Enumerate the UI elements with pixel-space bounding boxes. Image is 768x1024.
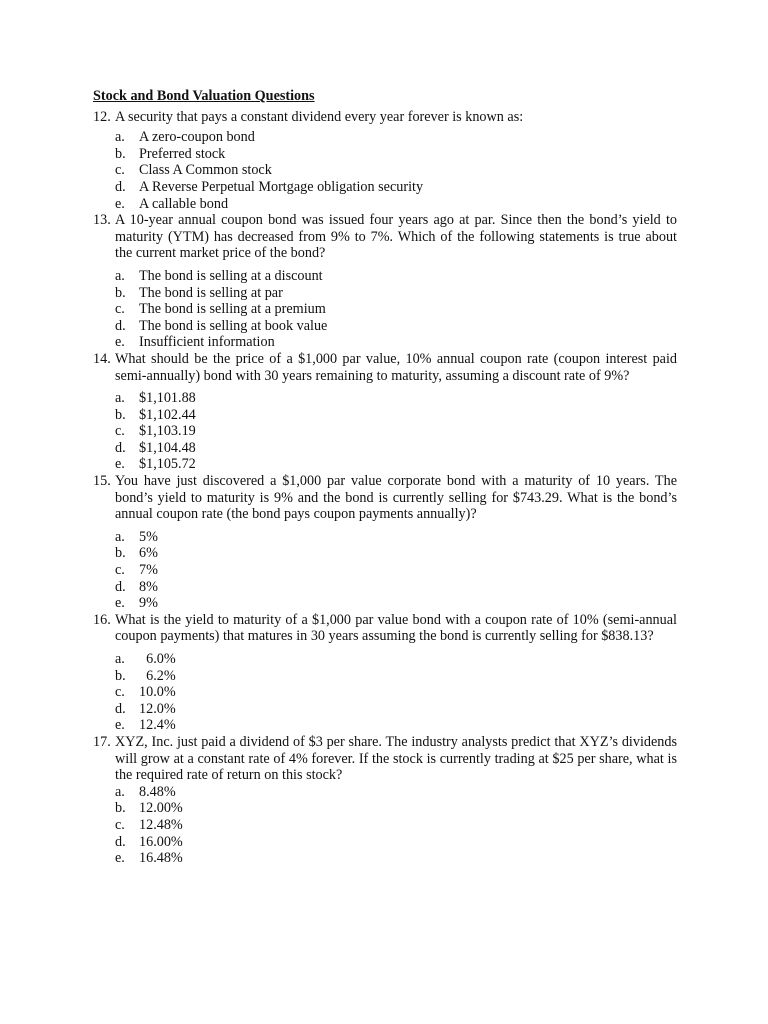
answer-option [115,129,677,146]
option-letter: d. [115,439,126,456]
option-letter: e. [115,195,125,212]
document-page [93,88,677,867]
option-text: 8% [139,578,158,595]
option-letter: d. [115,317,126,334]
document-title: Stock and Bond Valuation Questions [93,88,315,104]
answer-option [115,301,677,318]
option-letter: d. [115,833,126,850]
option-letter: a. [115,129,125,146]
question-stem [93,734,677,784]
option-letter: e. [115,595,125,612]
question-15 [93,473,677,612]
option-text: The bond is selling at a discount [139,267,323,284]
option-text: 5% [139,528,158,545]
question-14 [93,351,677,473]
option-text: 7% [139,562,158,579]
option-letter: b. [115,406,126,423]
answer-option [115,423,677,440]
answer-option [115,162,677,179]
option-text: 8.48% [139,783,176,800]
option-letter: c. [115,684,125,701]
option-text: 12.4% [139,717,176,734]
answer-option [115,318,677,335]
question-text: XYZ, Inc. just paid a dividend of $3 per share. The industry analysts predict that XYZ’s dividends will grow at a constant rate of 4% forever. If the stock is currently trading at $25 per share, what is the required rate of return on this stock? [115,733,677,784]
answer-options [93,390,677,473]
answer-option [115,196,677,213]
option-letter: e. [115,456,125,473]
answer-option [115,268,677,285]
option-letter: d. [115,178,126,195]
answer-option [115,390,677,407]
option-text: Class A Common stock [139,162,272,179]
option-text: $1,103.19 [139,423,196,440]
option-text: 16.48% [139,850,183,867]
question-stem [93,612,677,645]
option-text: A Reverse Perpetual Mortgage obligation security [139,178,424,195]
answer-options [93,268,677,351]
question-16 [93,612,677,734]
question-12 [93,109,677,213]
answer-option [115,850,677,867]
answer-option [115,285,677,302]
option-text: $1,104.48 [139,439,196,456]
option-text: $1,101.88 [139,390,196,407]
answer-option [115,784,677,801]
option-letter: c. [115,816,125,833]
option-text: 10.0% [139,684,176,701]
answer-option [115,668,677,685]
question-text: You have just discovered a $1,000 par value corporate bond with a maturity of 10 years. The bond’s yield to maturity is 9% and the bond is currently selling for $743.29. What is the bond’s annual coupon rate (the bond pays coupon payments annually)? [115,473,677,523]
answer-option [115,701,677,718]
option-text: 6.0% [139,651,176,667]
option-letter: c. [115,162,125,179]
option-text: The bond is selling at par [139,284,283,301]
question-17 [93,734,677,867]
question-stem [93,109,677,126]
option-text: 12.00% [139,800,183,817]
option-letter: a. [115,267,125,284]
question-text: A 10-year annual coupon bond was issued four years ago at par. Since then the bond’s yield to maturity (YTM) has decreased from 9% to 7%. Which of the following statements is true about the current market price of the bond? [115,212,677,262]
option-letter: d. [115,578,126,595]
option-letter: b. [115,145,126,162]
answer-option [115,529,677,546]
answer-option [115,334,677,351]
question-stem [93,473,677,523]
question-number: 13. [93,212,111,229]
option-text: 12.48% [139,816,183,833]
option-letter: a. [115,390,125,407]
answer-option [115,456,677,473]
answer-option [115,579,677,596]
option-text: 6% [139,545,158,562]
question-text: What should be the price of a $1,000 par value, 10% annual coupon rate (coupon interest paid semi-annually) bond with 30 years remaining to maturity, assuming a discount rate of 9%? [115,350,677,384]
option-letter: c. [115,423,125,440]
question-number: 12. [93,108,111,125]
answer-option [115,595,677,612]
option-text: 16.00% [139,833,183,850]
answer-option [115,651,677,668]
option-text: The bond is selling at book value [139,317,328,334]
option-letter: e. [115,850,125,867]
question-number: 17. [93,733,111,750]
option-letter: b. [115,545,126,562]
option-letter: a. [115,783,125,800]
question-number: 16. [93,611,111,628]
answer-options [93,129,677,212]
answer-option [115,817,677,834]
option-letter: c. [115,562,125,579]
option-text: A zero-coupon bond [139,129,255,146]
answer-option [115,684,677,701]
question-number: 14. [93,350,111,367]
answer-option [115,146,677,163]
option-letter: c. [115,301,125,318]
option-letter: b. [115,284,126,301]
option-letter: e. [115,717,125,734]
answer-option [115,800,677,817]
option-text: A callable bond [139,195,229,212]
answer-options [93,784,677,867]
answer-options [93,651,677,734]
option-text: The bond is selling at a premium [139,301,326,318]
option-text: Insufficient information [139,334,275,351]
option-text: 12.0% [139,700,176,717]
answer-options [93,529,677,612]
option-letter: d. [115,700,126,717]
option-text: 9% [139,595,158,612]
answer-option [115,179,677,196]
question-number: 15. [93,473,111,490]
question-text: A security that pays a constant dividend every year forever is known as: [115,108,524,125]
answer-option [115,834,677,851]
answer-option [115,717,677,734]
option-text: $1,105.72 [139,456,196,473]
question-stem [93,212,677,262]
question-text: What is the yield to maturity of a $1,000 par value bond with a coupon rate of 10% (semi-annual coupon payments) that matures in 30 years assuming the bond is currently selling for $838.13? [115,611,677,645]
option-letter: e. [115,334,125,351]
answer-option [115,562,677,579]
option-letter: b. [115,667,126,684]
option-letter: b. [115,800,126,817]
option-text: $1,102.44 [139,406,196,423]
question-stem [93,351,677,384]
answer-option [115,407,677,424]
option-text: Preferred stock [139,145,226,162]
answer-option [115,440,677,457]
question-13 [93,212,677,351]
option-text: 6.2% [139,667,176,684]
answer-option [115,545,677,562]
option-letter: a. [115,528,125,545]
option-letter: a. [115,651,125,667]
